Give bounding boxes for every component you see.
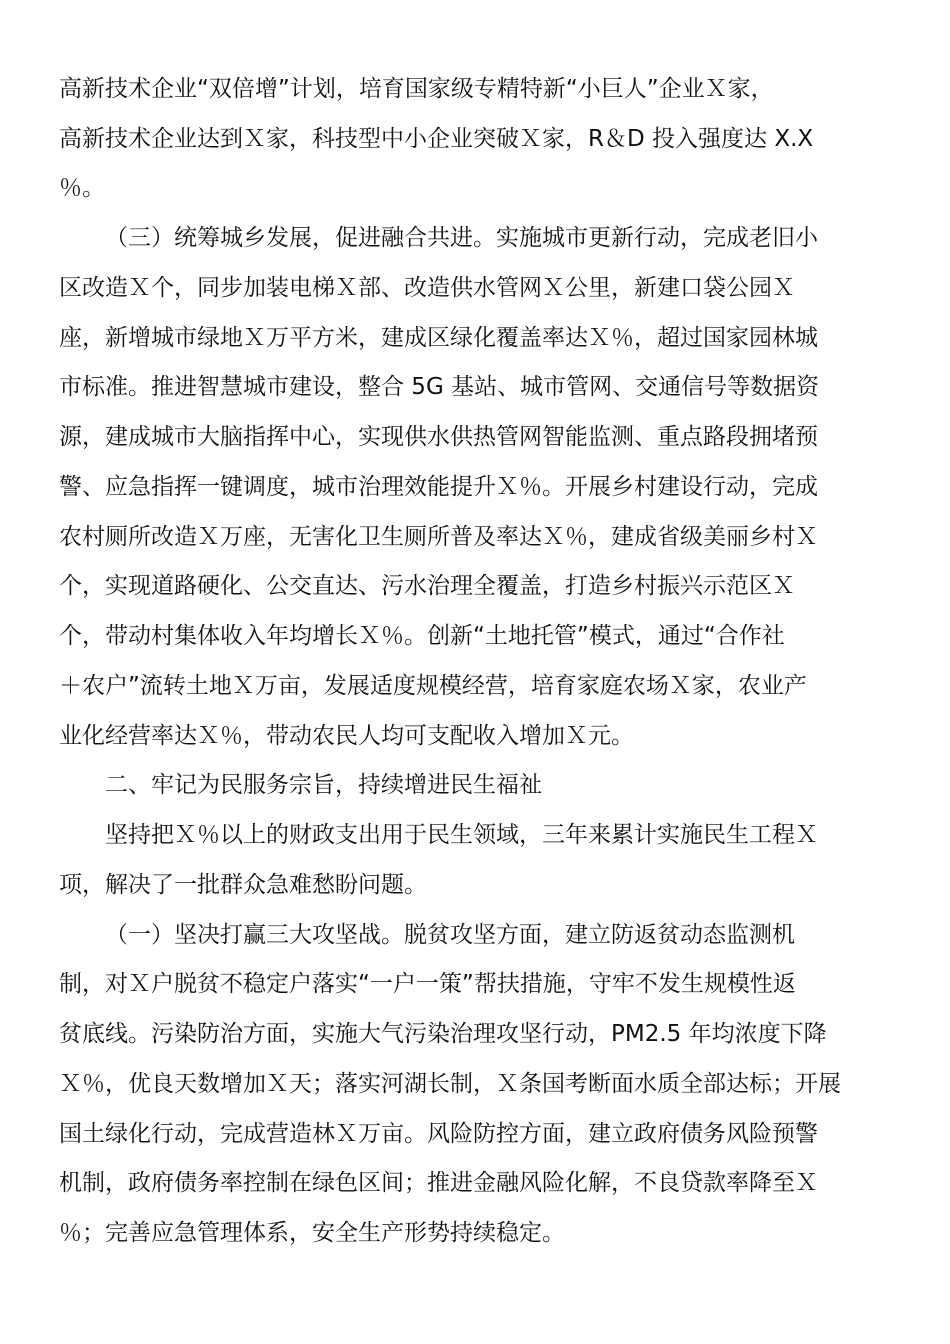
line-text: 坚持把Ｘ％以上的财政支出用于民生领域，三年来累计实施民生工程Ｘ: [105, 822, 818, 848]
text-line-11: [0, 561, 950, 611]
line-text: 高新技术企业达到Ｘ家，科技型中小企业突破Ｘ家，R＆D 投入强度达 X.X: [59, 126, 814, 152]
text-line-9: [0, 462, 950, 512]
line-text: 国土绿化行动，完成营造林Ｘ万亩。风险防控方面，建立政府债务风险预警: [59, 1121, 818, 1147]
text-line-7: [0, 362, 950, 412]
text-line-5: [0, 263, 950, 313]
paragraph-start-line: [0, 910, 950, 960]
text-line-1: [0, 64, 950, 114]
line-text: ＋农户”流转土地Ｘ万亩，发展适度规模经营，培育家庭农场Ｘ家，农业产: [59, 673, 807, 699]
heading-text: 二、牢记为民服务宗旨，持续增进民生福祉: [105, 772, 542, 798]
text-line-10: [0, 512, 950, 562]
line-text: （三）统筹城乡发展，促进融合共进。实施城市更新行动，完成老旧小: [105, 225, 818, 251]
text-line-13: [0, 661, 950, 711]
text-line-8: [0, 412, 950, 462]
line-text: （一）坚决打赢三大攻坚战。脱贫攻坚方面，建立防返贫动态监测机: [105, 922, 795, 948]
text-line-21: [0, 1059, 950, 1109]
line-text: 机制，政府债务率控制在绿色区间；推进金融风险化解，不良贷款率降至Ｘ: [59, 1170, 818, 1196]
line-text: 高新技术企业“双倍增”计划，培育国家级专精特新“小巨人”企业Ｘ家，: [59, 76, 774, 102]
text-line-2: [0, 114, 950, 164]
line-text: ％。: [59, 175, 105, 201]
paragraph-start-line: [0, 810, 950, 860]
text-line-20: [0, 1009, 950, 1059]
line-text: ％；完善应急管理体系，安全生产形势持续稳定。: [59, 1220, 565, 1246]
line-text: 个，实现道路硬化、公交直达、污水治理全覆盖，打造乡村振兴示范区Ｘ: [59, 573, 795, 599]
section-heading: [0, 760, 950, 810]
line-text: 制，对Ｘ户脱贫不稳定户落实“一户一策”帮扶措施，守牢不发生规模性返: [59, 971, 796, 997]
line-text: Ｘ％，优良天数增加Ｘ天；落实河湖长制，Ｘ条国考断面水质全部达标；开展: [59, 1071, 841, 1097]
line-text: 源，建成城市大脑指挥中心，实现供水供热管网智能监测、重点路段拥堵预: [59, 424, 818, 450]
text-line-24: [0, 1208, 950, 1258]
text-line-3: [0, 163, 950, 213]
line-text: 业化经营率达Ｘ％，带动农民人均可支配收入增加Ｘ元。: [59, 723, 634, 749]
text-line-23: [0, 1158, 950, 1208]
line-text: 农村厕所改造Ｘ万座，无害化卫生厕所普及率达Ｘ％，建成省级美丽乡村Ｘ: [59, 524, 818, 550]
line-text: 市标准。推进智慧城市建设，整合 5G 基站、城市管网、交通信号等数据资: [59, 374, 820, 400]
text-line-12: [0, 611, 950, 661]
paragraph-start-line: [0, 213, 950, 263]
text-line-17: [0, 860, 950, 910]
line-text: 警、应急指挥一键调度，城市治理效能提升Ｘ％。开展乡村建设行动，完成: [59, 474, 818, 500]
text-line-14: [0, 711, 950, 761]
text-line-22: [0, 1109, 950, 1159]
line-text: 项，解决了一批群众急难愁盼问题。: [59, 872, 427, 898]
text-line-6: [0, 313, 950, 363]
line-text: 座，新增城市绿地Ｘ万平方米，建成区绿化覆盖率达Ｘ％，超过国家园林城: [59, 325, 818, 351]
line-text: 个，带动村集体收入年均增长Ｘ％。创新“土地托管”模式，通过“合作社: [59, 623, 785, 649]
text-line-19: [0, 959, 950, 1009]
line-text: 区改造Ｘ个，同步加装电梯Ｘ部、改造供水管网Ｘ公里，新建口袋公园Ｘ: [59, 275, 795, 301]
line-text: 贫底线。污染防治方面，实施大气污染治理攻坚行动，PM2.5 年均浓度下降: [59, 1021, 827, 1047]
